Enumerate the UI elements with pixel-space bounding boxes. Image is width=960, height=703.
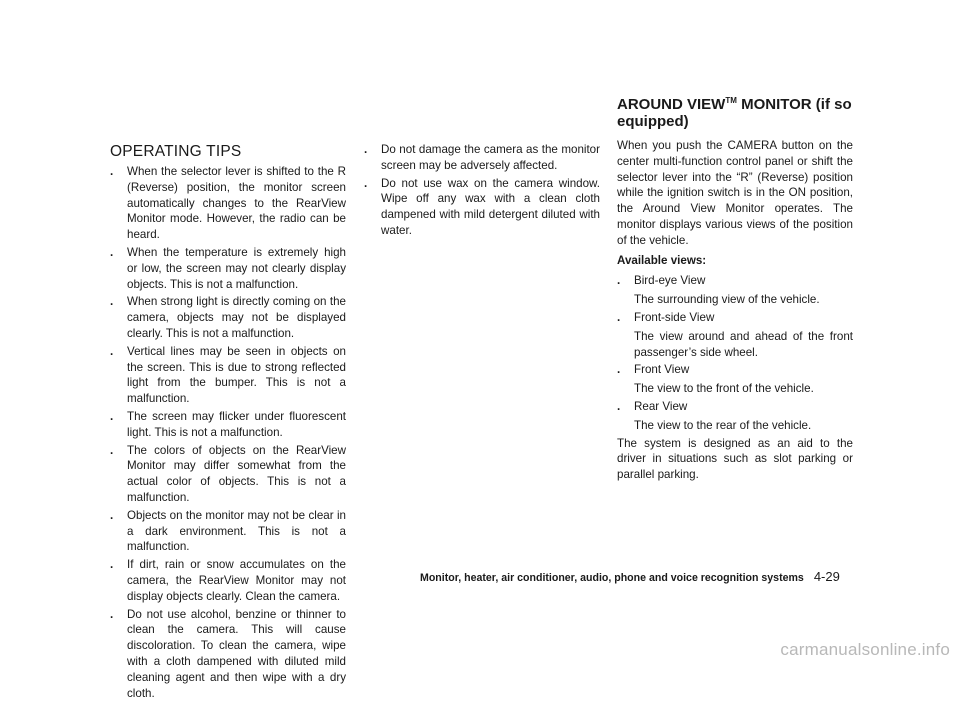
bullet-icon: . — [110, 344, 114, 358]
list-item: . Vertical lines may be seen in objects on the screen. This is due to strong reflected light from the bumper. This is not a malfunction. — [110, 344, 346, 406]
bullet-icon: . — [617, 274, 621, 288]
operating-tips-heading: OPERATING TIPS — [110, 143, 242, 160]
trademark-mark: TM — [725, 96, 737, 105]
bullet-icon: . — [110, 443, 114, 457]
column-1 — [110, 142, 346, 703]
list-item: . Do not use alcohol, benzine or thinner to clean the camera. This will cause discoloration. To clean the camera, wipe with a cloth dampened with diluted mild cleaning agent and then wipe with a dry cloth. — [110, 607, 346, 700]
bullet-icon: . — [110, 409, 114, 423]
list-item: . Do not damage the camera as the monitor screen may be adversely affected. — [364, 143, 600, 172]
operating-tips-list — [110, 164, 346, 701]
list-item: . When the selector lever is shifted to the R (Reverse) position, the monitor screen automatically changes to the RearView Monitor mode. However, the radio can be heard. — [110, 165, 346, 242]
view-description: The view to the rear of the vehicle. — [634, 418, 812, 432]
column-2 — [364, 142, 600, 241]
operating-tips-list-continued — [364, 142, 600, 239]
list-item: . Objects on the monitor may not be clear in a dark environment. This is not a malfunction. — [110, 508, 346, 554]
watermark: carmanualsonline.info — [780, 640, 950, 659]
bullet-icon: . — [110, 607, 114, 621]
bullet-icon: . — [364, 176, 368, 190]
bullet-icon: . — [110, 508, 114, 522]
around-view-intro: When you push the CAMERA button on the center multi-function control panel or shift the selector lever into the “R” (Reverse) position while the ignition switch is in the ON position, the Around View Monitor operates. The monitor displays various views of the position of the vehicle. — [617, 139, 853, 247]
list-item — [617, 273, 853, 308]
bullet-icon: . — [110, 295, 114, 309]
list-item — [617, 399, 853, 434]
bullet-icon: . — [617, 399, 621, 413]
available-views-label: Available views: — [617, 253, 707, 267]
column-3 — [617, 96, 853, 485]
bullet-icon: . — [110, 245, 114, 259]
list-item: . Do not use wax on the camera window. Wipe off any wax with a clean cloth dampened with mild detergent diluted with water. — [364, 176, 600, 237]
bullet-icon: . — [110, 165, 114, 178]
view-description: The view around and ahead of the front passenger’s side wheel. — [634, 329, 853, 359]
view-name: Rear View — [634, 399, 688, 413]
bullet-icon: . — [617, 310, 621, 324]
around-view-heading: AROUND VIEW™ MONITOR (if so equipped) — [617, 96, 852, 130]
list-item — [617, 362, 853, 397]
view-description: The surrounding view of the vehicle. — [634, 293, 820, 307]
footer-section-title: Monitor, heater, air conditioner, audio, phone and voice recognition systems — [420, 572, 804, 584]
list-item: . The colors of objects on the RearView Monitor may differ somewhat from the actual color of objects. This is not a malfunction. — [110, 443, 346, 504]
around-view-closing: The system is designed as an aid to the driver in situations such as slot parking or parallel parking. — [617, 436, 853, 482]
view-description: The view to the front of the vehicle. — [634, 382, 814, 396]
bullet-icon: . — [110, 558, 114, 572]
available-views-list — [617, 273, 853, 433]
view-name: Front-side View — [634, 310, 715, 324]
list-item: . When the temperature is extremely high or low, the screen may not clearly display objects. This is not a malfunction. — [110, 245, 346, 291]
list-item — [617, 310, 853, 360]
page-number: 4-29 — [813, 569, 840, 584]
page-footer — [420, 569, 860, 584]
bullet-icon: . — [617, 363, 621, 377]
view-name: Front View — [634, 363, 690, 377]
bullet-icon: . — [364, 143, 368, 156]
list-item: . When strong light is directly coming on the camera, objects may not be displayed clearly. This is not a malfunction. — [110, 295, 346, 340]
list-item: . If dirt, rain or snow accumulates on the camera, the RearView Monitor may not display objects clearly. Clean the camera. — [110, 558, 346, 603]
view-name: Bird-eye View — [634, 274, 706, 288]
list-item: . The screen may flicker under fluorescent light. This is not a malfunction. — [110, 409, 346, 439]
